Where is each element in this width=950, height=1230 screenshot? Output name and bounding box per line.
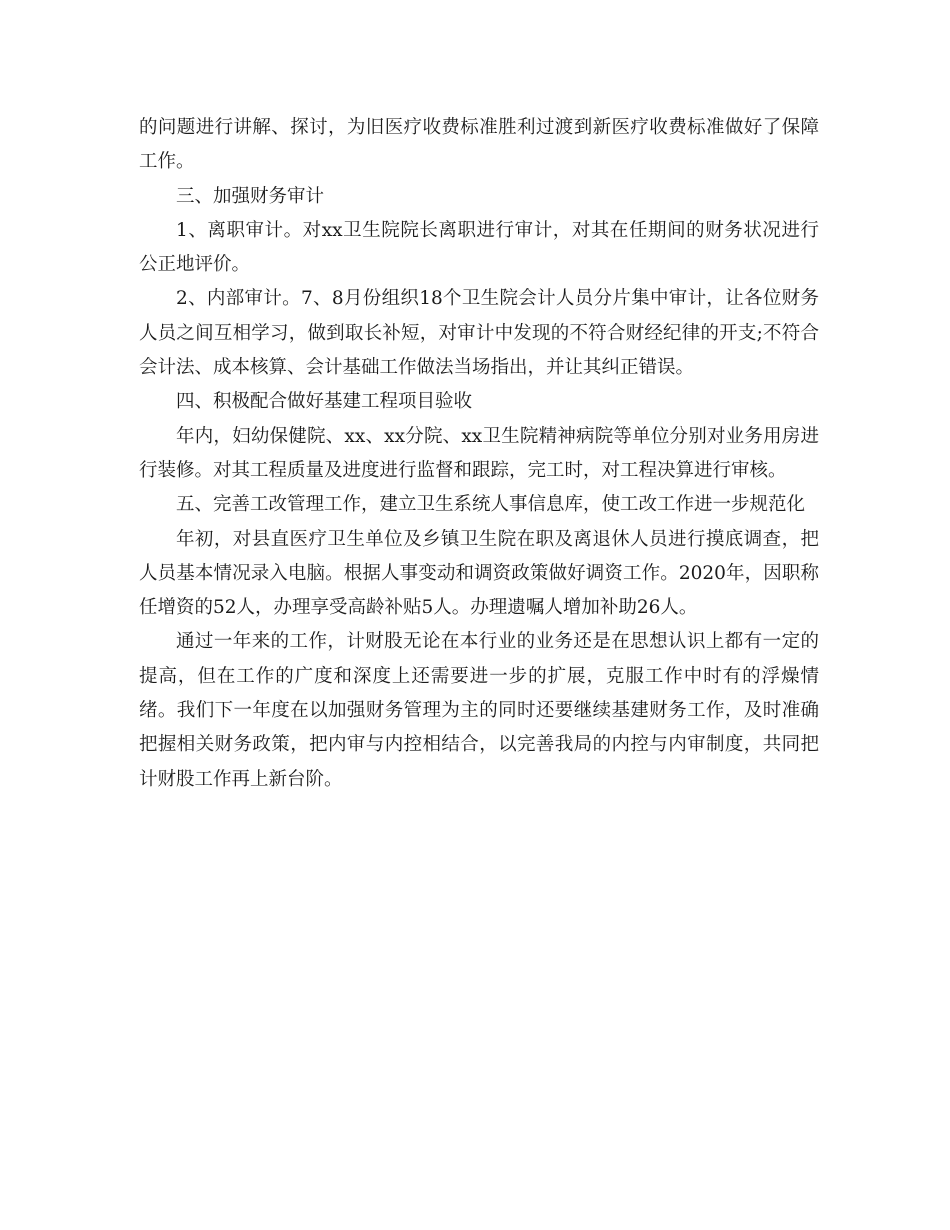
- heading-personnel-management: 五、完善工改管理工作，建立卫生系统人事信息库，使工改工作进一步规范化: [176, 494, 806, 516]
- heading-financial-audit: 三、加强财务审计: [176, 185, 325, 207]
- heading-construction-acceptance: 四、积极配合做好基建工程项目验收: [176, 391, 473, 413]
- paragraph-personnel-survey: 年初，对县直医疗卫生单位及乡镇卫生院在职及离退休人员进行摸底调查，把人员基本情况录入电脑。根据人事变动和调资政策做好调资工作。2020年，因职称 任增资的52人，办理享受高龄补贴5人。办理遗嘱人增加补助26人。: [139, 528, 819, 619]
- document-body: [139, 111, 819, 797]
- paragraph-internal-audit: 2、内部审计。7、8月份组织18个卫生院会计人员分片集中审计，让各位财务人员之间互相学习，做到取长补短，对审计中发现的不符合财经纪律的开支;不符合会计法、成本核算、会计基础工作做法当场指出，并让其纠正错误。: [139, 288, 819, 379]
- paragraph-continuation: 的问题进行讲解、探讨，为旧医疗收费标准胜利过渡到新医疗收费标准做好了保障工作。: [139, 117, 819, 173]
- paragraph-resignation-audit: 1、离职审计。对xx卫生院院长离职进行审计，对其在任期间的财务状况进行公正地评价。: [139, 219, 819, 276]
- paragraph-renovation: 年内，妇幼保健院、xx、xx分院、xx卫生院精神病院等单位分别对业务用房进行装修。对其工程质量及进度进行监督和跟踪，完工时，对工程决算进行审核。: [139, 425, 819, 481]
- paragraph-summary: 通过一年来的工作，计财股无论在本行业的业务还是在思想认识上都有一定的提高，但在工作的广度和深度上还需要进一步的扩展，克服工作中时有的浮燥情绪。我们下一年度在以加强财务管理为主的同时还要继续基建财务工作，及时准确把握相关财务政策，把内审与内控相结合，以完善我局的内控与内审制度，共同把计财股工作再上新台阶。: [139, 631, 819, 790]
